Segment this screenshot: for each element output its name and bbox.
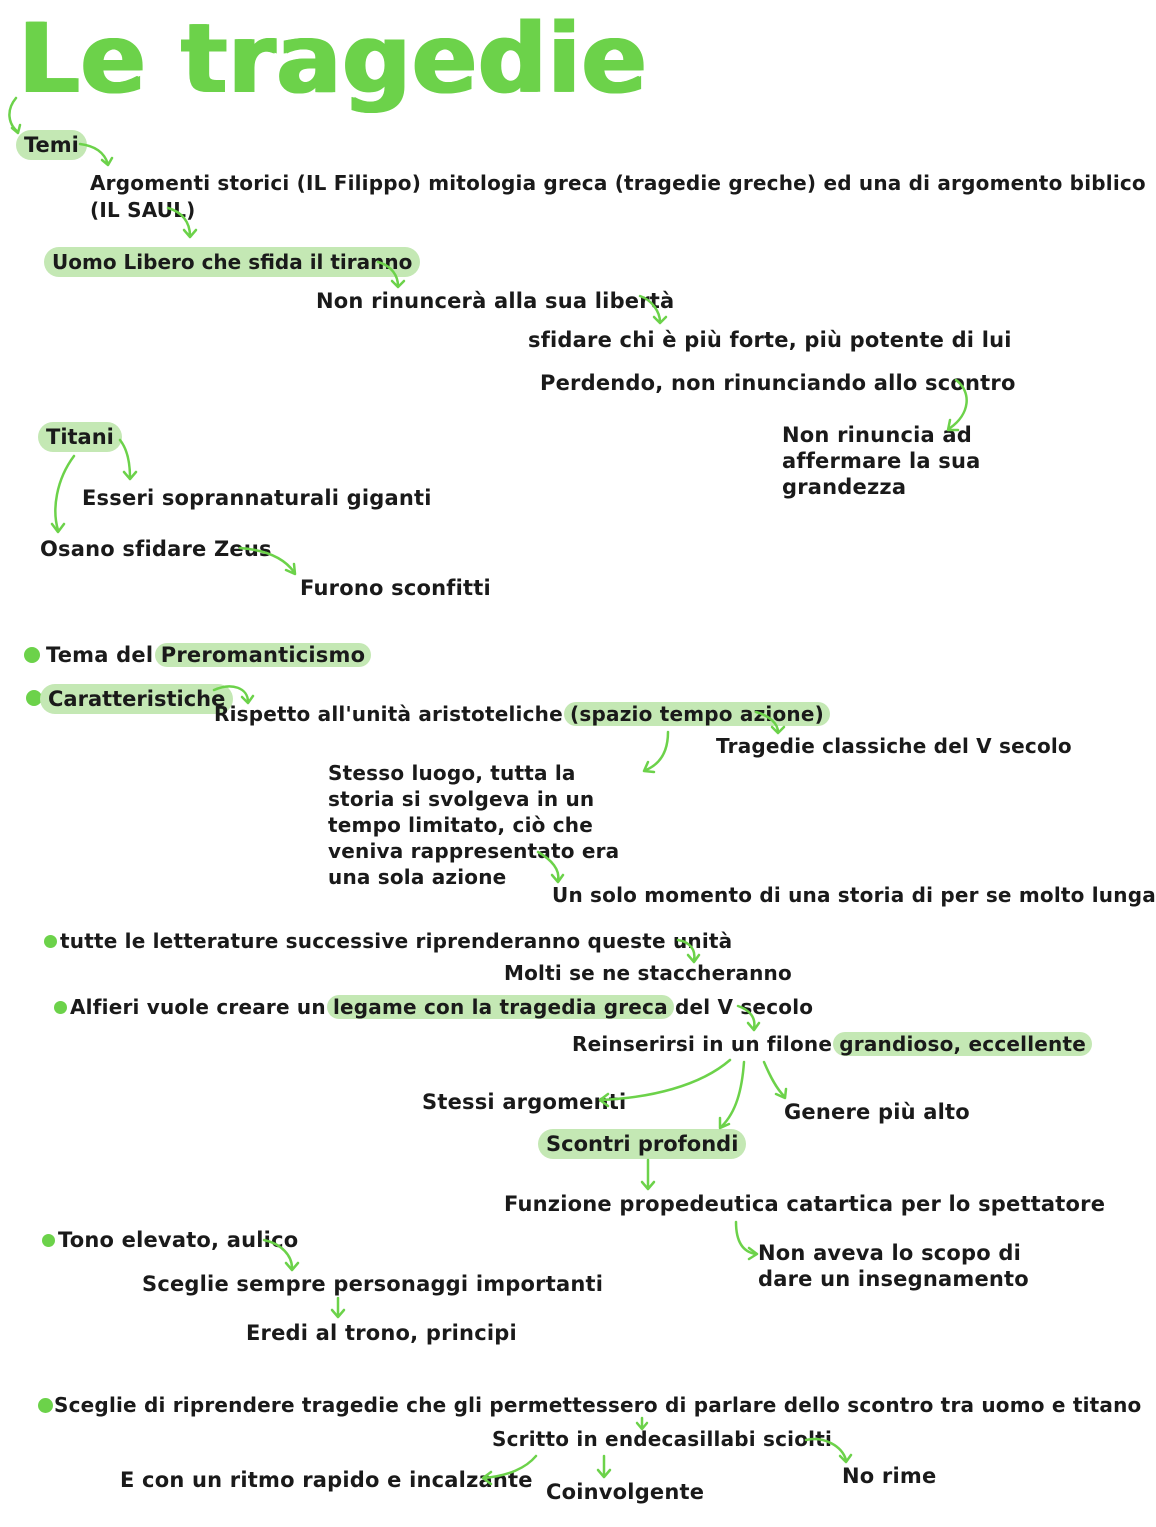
alfieri-highlight: legame con la tragedia greca xyxy=(327,995,674,1019)
alfieri-prefix: Alfieri vuole creare un xyxy=(70,995,326,1019)
preromanticismo-prefix: Tema del xyxy=(46,643,154,667)
solo-momento-text: Un solo momento di una storia di per se molto lunga xyxy=(552,883,1156,907)
titani-osano: Osano sfidare Zeus xyxy=(40,537,272,561)
staccheranno-text: Molti se ne staccheranno xyxy=(504,961,792,985)
arrow-connector xyxy=(538,852,558,880)
arrow-connector xyxy=(738,1006,754,1028)
stesso-luogo-text: Stesso luogo, tutta la storia si svolgeva in un tempo limitato, ciò che veniva rappresentato era una sola azione xyxy=(328,761,620,889)
affermare-text: Non rinuncia ad affermare la sua grandezza xyxy=(782,423,981,499)
tragedie-classiche: Tragedie classiche del V secolo xyxy=(716,734,1072,758)
titani-sconfitti: Furono sconfitti xyxy=(300,576,491,600)
titani-esseri: Esseri soprannaturali giganti xyxy=(82,486,432,510)
preromanticismo-highlight: Preromanticismo xyxy=(155,643,371,667)
arrow-connector xyxy=(600,1060,730,1100)
ritmo-text: E con un ritmo rapido e incalzante xyxy=(120,1468,533,1492)
rispetto-highlight: (spazio tempo azione) xyxy=(564,702,830,726)
uomo-libero-label: Uomo Libero che sfida il tiranno xyxy=(44,247,420,277)
titani-label: Titani xyxy=(38,422,122,452)
arrow-connector xyxy=(678,940,694,960)
tono-label: Tono elevato, aulico xyxy=(58,1228,299,1252)
rispetto-prefix: Rispetto all'unità aristoteliche xyxy=(214,702,563,726)
arrow-connector xyxy=(55,456,74,530)
endecasillabi-text: Scritto in endecasillabi sciolti xyxy=(492,1427,833,1451)
arrow-connector xyxy=(950,380,967,428)
arrow-connector xyxy=(240,548,294,572)
sfidare-text: sfidare chi è più forte, più potente di lui xyxy=(528,328,1012,352)
arrow-connector xyxy=(646,732,668,770)
coinvolgente-text: Coinvolgente xyxy=(546,1480,705,1504)
arrow-connector xyxy=(722,1062,744,1126)
arrow-connector xyxy=(736,1222,756,1254)
reinserirsi-prefix: Reinserirsi in un filone xyxy=(572,1032,833,1056)
sceglie-text: Sceglie di riprendere tragedie che gli permettessero di parlare dello scontro tra uomo e titano xyxy=(54,1393,1142,1417)
funzione-text: Funzione propedeutica catartica per lo spettatore xyxy=(504,1192,1106,1216)
eredi-text: Eredi al trono, principi xyxy=(246,1321,517,1345)
page-title: Le tragedie xyxy=(18,3,648,115)
scopo-text: Non aveva lo scopo di dare un insegnamento xyxy=(758,1241,1029,1291)
arrow-connector xyxy=(9,98,18,132)
perdendo-text: Perdendo, non rinunciando allo scontro xyxy=(540,371,1016,395)
reinserirsi-highlight: grandioso, eccellente xyxy=(833,1032,1092,1056)
arrow-connector xyxy=(764,1062,784,1096)
arrow-connector xyxy=(484,1456,536,1478)
caratteristiche-label: Caratteristiche xyxy=(40,684,233,714)
stessi-argomenti: Stessi argomenti xyxy=(422,1090,627,1114)
arrow-connector xyxy=(640,296,660,322)
no-rime-text: No rime xyxy=(842,1464,937,1488)
temi-argomenti-line2: (IL SAUL) xyxy=(90,198,196,222)
non-rinuncera-text: Non rinuncerà alla sua libertà xyxy=(316,289,675,313)
temi-label: Temi xyxy=(16,130,87,160)
temi-argomenti-line1: Argomenti storici (IL Filippo) mitologia greca (tragedie greche) ed una di argomento biblico xyxy=(90,171,1146,195)
letterature-text: tutte le letterature successive riprenderanno queste unità xyxy=(60,929,733,953)
personaggi-text: Sceglie sempre personaggi importanti xyxy=(142,1272,604,1296)
scontri-profondi: Scontri profondi xyxy=(538,1129,746,1159)
genere-piu-alto: Genere più alto xyxy=(784,1100,970,1124)
alfieri-suffix: del V secolo xyxy=(674,995,814,1019)
